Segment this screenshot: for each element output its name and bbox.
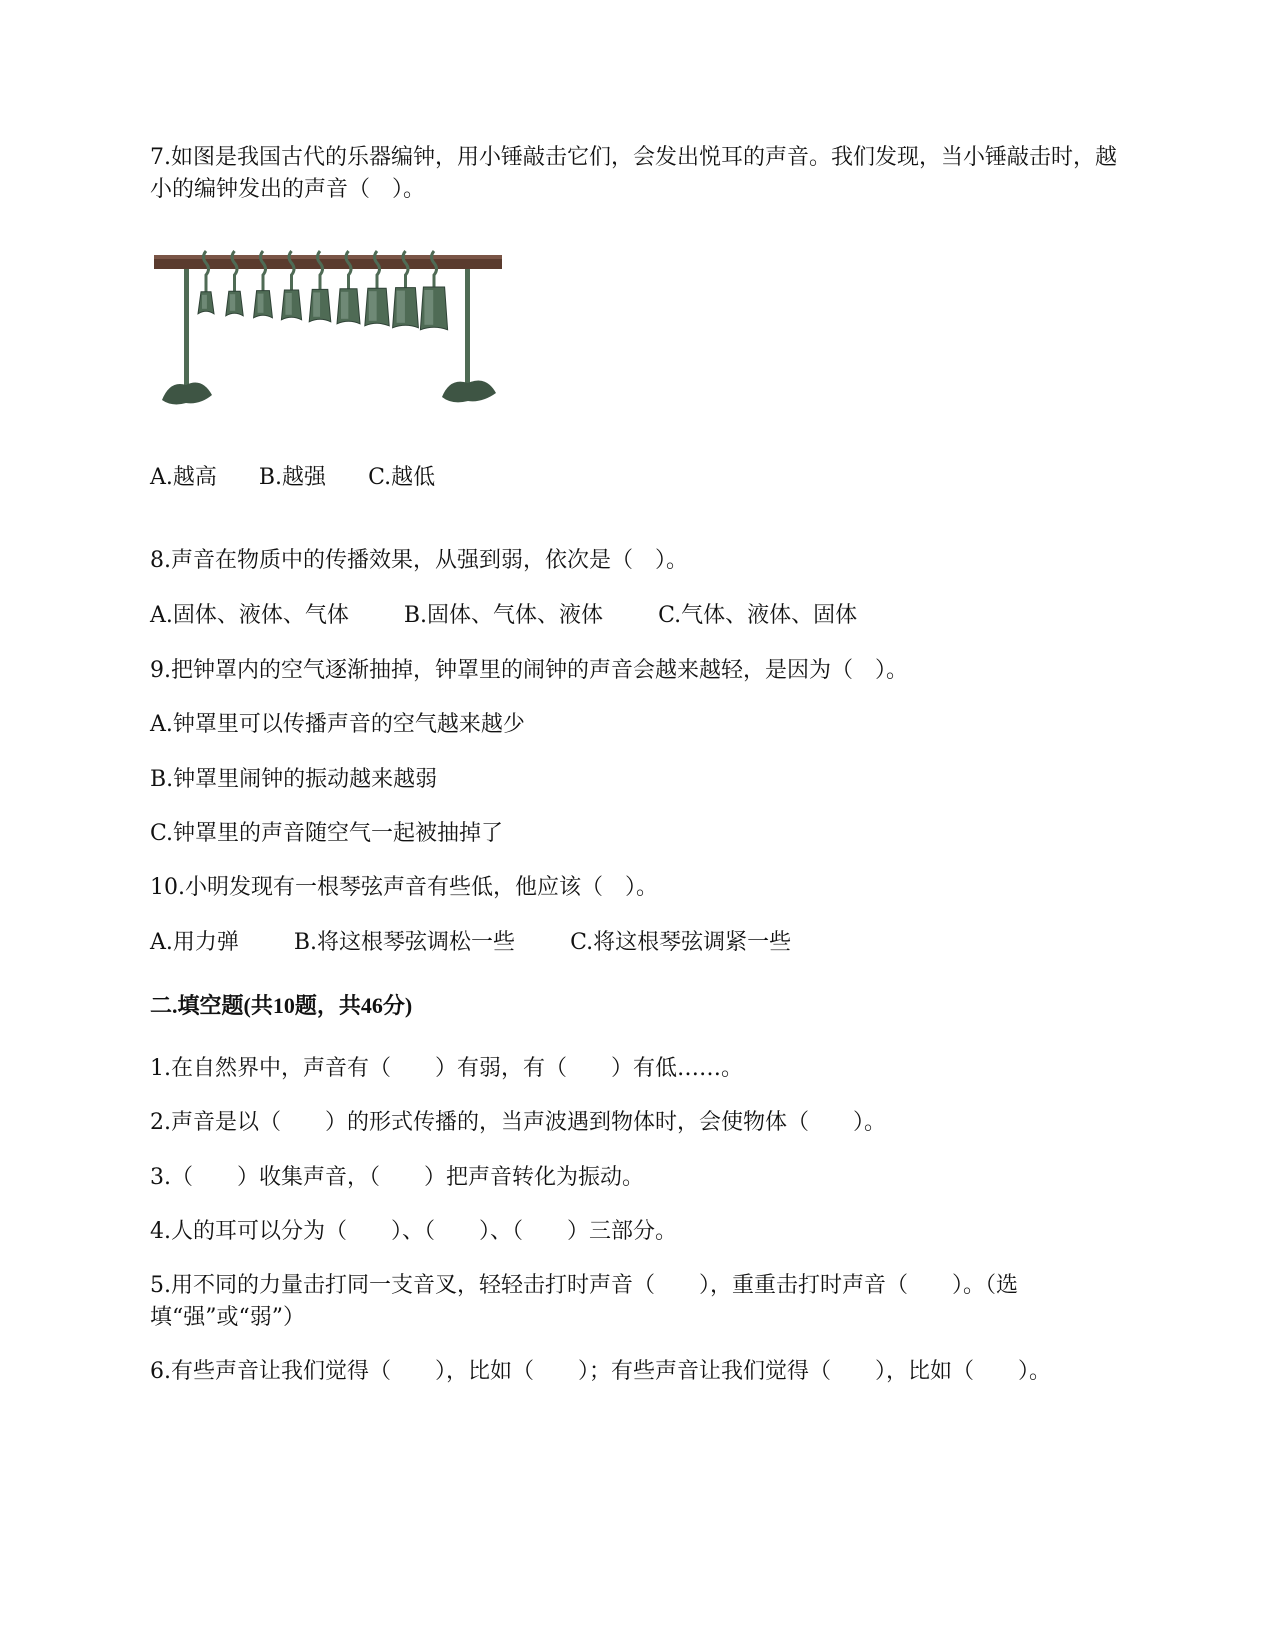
- fill-q3: 3.（ ）收集声音，（ ）把声音转化为振动。: [150, 1165, 644, 1190]
- q8-option-b[interactable]: B.固体、气体、液体: [403, 603, 604, 628]
- bell: [337, 289, 360, 324]
- q9-option-c[interactable]: C.钟罩里的声音随空气一起被抽掉了: [150, 821, 504, 846]
- q10-stem: 10.小明发现有一根琴弦声音有些低，他应该（ ）。: [150, 875, 658, 900]
- q10-option-b[interactable]: B.将这根琴弦调松一些: [293, 930, 516, 955]
- bell-highlight: [202, 295, 207, 309]
- fill-q2: 2.声音是以（ ）的形式传播的，当声波遇到物体时，会使物体（ ）。: [150, 1110, 886, 1135]
- bell: [365, 288, 389, 326]
- q7-option-a[interactable]: A.越高: [150, 465, 217, 490]
- q7-options: [150, 462, 435, 494]
- fill-q5: 5.用不同的力量击打同一支音叉，轻轻击打时声音（ ），重重击打时声音（ ）。（选填“强”或“弱”）: [150, 1273, 1018, 1330]
- bell-highlight: [313, 292, 320, 316]
- q10-option-a[interactable]: A.用力弹: [150, 930, 239, 955]
- bell-highlight: [341, 292, 348, 319]
- q7-stem: 7.如图是我国古代的乐器编钟，用小锤敲击它们，会发出悦耳的声音。我们发现，当小锤敲击时，越小的编钟发出的声音（ ）。: [150, 145, 1117, 202]
- fill-q4: 4.人的耳可以分为（ ）、（ ）、（ ）三部分。: [150, 1219, 677, 1244]
- bell-highlight: [397, 291, 405, 323]
- q7-option-c[interactable]: C.越低: [368, 465, 436, 490]
- bell-highlight: [424, 290, 433, 325]
- q8-options: [150, 600, 857, 632]
- q8-option-a[interactable]: A.固体、液体、气体: [150, 603, 349, 628]
- q8-stem: 8.声音在物质中的传播效果，从强到弱，依次是（ ）。: [150, 548, 688, 573]
- q7-option-b[interactable]: B.越强: [258, 465, 327, 490]
- bell-highlight: [285, 293, 291, 315]
- q9-stem: 9.把钟罩内的空气逐渐抽掉，钟罩里的闹钟的声音会越来越轻，是因为（ ）。: [150, 658, 908, 683]
- q10-option-c[interactable]: C.将这根琴弦调紧一些: [570, 930, 792, 955]
- left-post: [184, 269, 189, 389]
- left-base: [162, 383, 212, 405]
- q8-option-c[interactable]: C.气体、液体、固体: [658, 603, 858, 628]
- right-base: [442, 381, 496, 403]
- bell: [393, 288, 419, 328]
- bell-highlight: [258, 294, 264, 313]
- fill-q1: 1.在自然界中，声音有（ ）有弱，有（ ）有低……。: [150, 1056, 743, 1081]
- q9-option-a[interactable]: A.钟罩里可以传播声音的空气越来越少: [150, 712, 525, 737]
- bianzhong-bells-image: [150, 245, 530, 425]
- q10-options: [150, 927, 791, 959]
- bell-highlight: [369, 291, 377, 321]
- bell-highlight: [230, 294, 235, 311]
- section2-heading: 二.填空题(共10题，共46分): [150, 993, 413, 1018]
- right-post: [465, 269, 470, 389]
- fill-q6: 6.有些声音让我们觉得（ ），比如（ ）；有些声音让我们觉得（ ），比如（ ）。: [150, 1359, 1051, 1384]
- q9-option-b[interactable]: B.钟罩里闹钟的振动越来越弱: [150, 767, 438, 792]
